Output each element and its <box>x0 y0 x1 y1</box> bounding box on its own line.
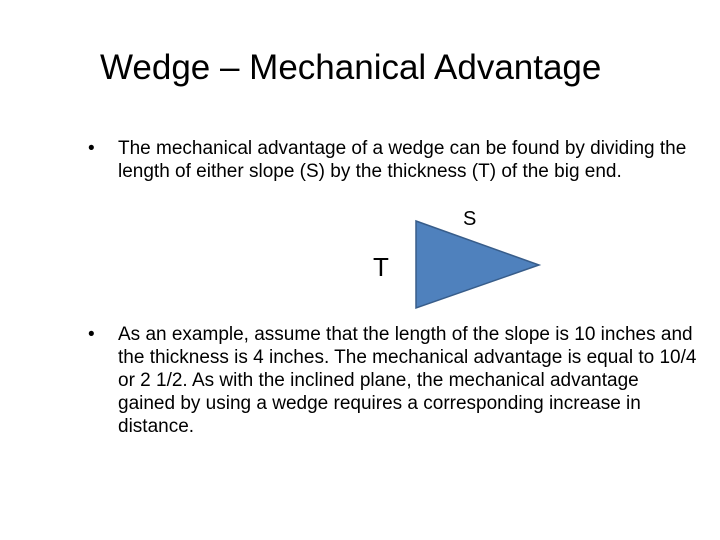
bullet-text: As an example, assume that the length of the slope is 10 inches and the thickness is 4 inches. The mechanical advantage is equal to 10/4 or 2 1/2. As with the inclined plane, the mechanical advantage gained by using a wedge requires a corresponding increase in distance. <box>118 324 697 437</box>
wedge-graphic <box>360 200 560 320</box>
slope-label: S <box>463 208 477 230</box>
wedge-triangle <box>416 221 539 308</box>
thickness-label: T <box>373 252 389 282</box>
bullet-item-definition <box>88 137 698 183</box>
bullet-dot: • <box>88 324 95 345</box>
bullet-text: The mechanical advantage of a wedge can be found by dividing the length of either slope (S) by the thickness (T) of the big end. <box>118 138 687 182</box>
slide-title: Wedge – Mechanical Advantage <box>100 48 602 87</box>
bullet-item-example <box>88 323 698 438</box>
wedge-diagram <box>360 200 560 320</box>
bullet-dot: • <box>88 138 95 159</box>
